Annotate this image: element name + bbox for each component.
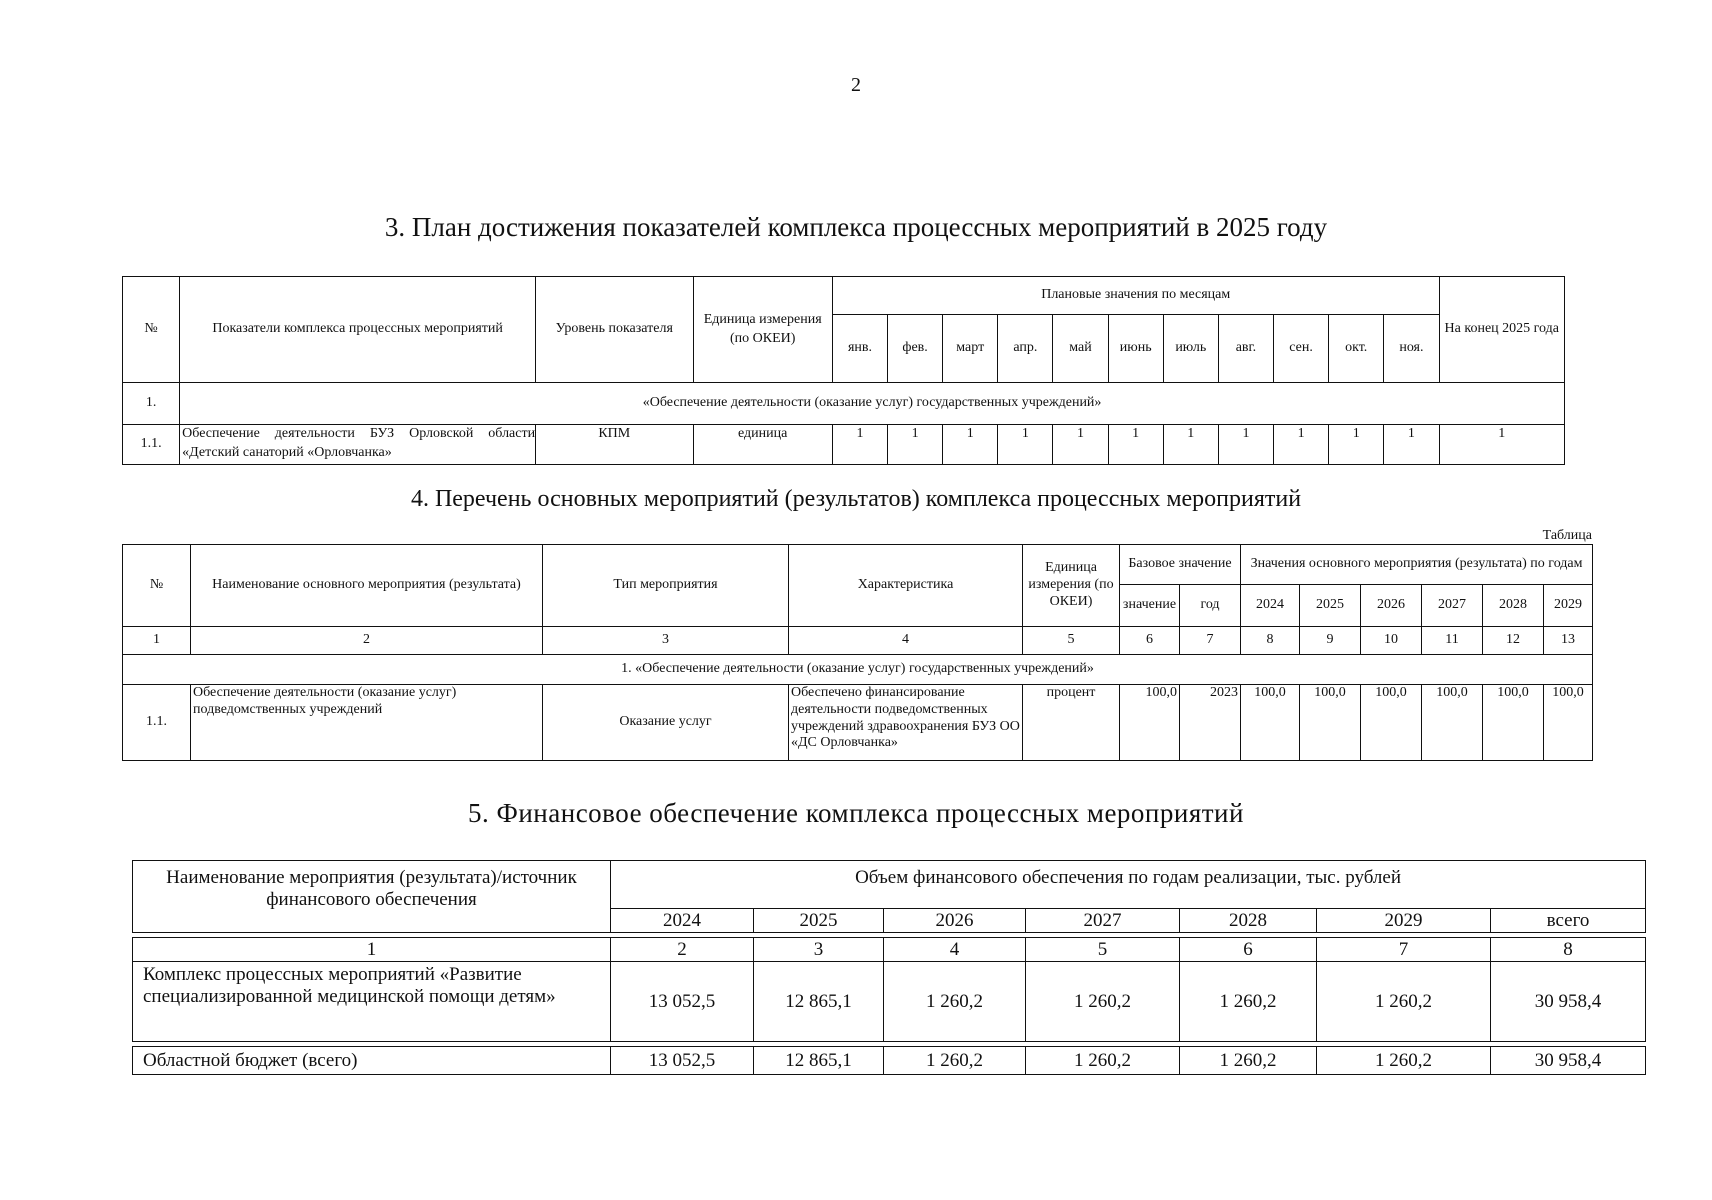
col-number: 3 [543,627,789,655]
header-year: 2025 [754,909,884,933]
header-base: Базовое значение [1120,545,1241,585]
header-volume: Объем финансового обеспечения по годам реализации, тыс. рублей [611,861,1646,909]
month-header: авг. [1218,315,1273,383]
header-year: 2029 [1544,585,1593,627]
header-num: № [123,545,191,627]
row-month-value: 1 [1053,425,1108,465]
header-year: 2027 [1026,909,1180,933]
col-number: 1 [133,938,611,962]
row-value: 1 260,2 [1026,1047,1180,1075]
row-program-name: Комплекс процессных мероприятий «Развитие специализированной медицинской помощи детям» [133,962,611,1042]
header-base-year: год [1180,585,1241,627]
row-unit: процент [1023,685,1120,761]
section5-table [132,860,1646,1075]
header-unit: Единица измерения (по ОКЕИ) [693,277,832,383]
header-year: 2028 [1180,909,1317,933]
col-number: 13 [1544,627,1593,655]
group-row-title: «Обеспечение деятельности (оказание услуг) государственных учреждений» [180,383,1565,425]
col-number: 9 [1300,627,1361,655]
section5-title: 5. Финансовое обеспечение комплекса процессных мероприятий [468,798,1244,828]
row-value: 12 865,1 [754,962,884,1042]
row-month-value: 1 [1108,425,1163,465]
header-total: всего [1491,909,1646,933]
row-year-value: 100,0 [1544,685,1593,761]
col-number: 2 [191,627,543,655]
month-header: июль [1163,315,1218,383]
section3-table [122,276,1565,465]
month-header: окт. [1329,315,1384,383]
header-name: Наименование мероприятия (результата)/источник финансового обеспечения [133,861,611,933]
header-name: Наименование основного мероприятия (результата) [191,545,543,627]
header-num: № [123,277,180,383]
month-header: ноя. [1384,315,1439,383]
row-value: 13 052,5 [611,962,754,1042]
col-number: 3 [754,938,884,962]
row-indicator-name: Обеспечение деятельности БУЗ Орловской области «Детский санаторий «Орловчанка» [180,425,536,465]
header-year: 2026 [884,909,1026,933]
group-row: 1. «Обеспечение деятельности (оказание услуг) государственных учреждений» [123,655,1593,685]
table-label: Таблица [1542,528,1592,543]
row-type: Оказание услуг [543,685,789,761]
row-year-value: 100,0 [1483,685,1544,761]
row-value: 13 052,5 [611,1047,754,1075]
month-header: апр. [998,315,1053,383]
row-value: 1 260,2 [1317,962,1491,1042]
row-name: Обеспечение деятельности (оказание услуг) подведомственных учреждений [191,685,543,761]
month-header: фев. [888,315,943,383]
row-value: 1 260,2 [1026,962,1180,1042]
section4-title: 4. Перечень основных мероприятий (результатов) комплекса процессных мероприятий [410,486,1302,512]
row-month-value: 1 [1274,425,1329,465]
col-number: 10 [1361,627,1422,655]
row-month-value: 1 [1163,425,1218,465]
header-year: 2029 [1317,909,1491,933]
col-number: 6 [1180,938,1317,962]
section4-table [122,544,1593,761]
row-budget-name: Областной бюджет (всего) [133,1047,611,1075]
row-year-value: 100,0 [1241,685,1300,761]
header-year: 2026 [1361,585,1422,627]
row-value: 1 260,2 [884,1047,1026,1075]
month-header: янв. [832,315,887,383]
row-month-value: 1 [1218,425,1273,465]
col-number: 6 [1120,627,1180,655]
header-end: На конец 2025 года [1439,277,1564,383]
row-num: 1.1. [123,425,180,465]
header-unit: Единица измерения (по ОКЕИ) [1023,545,1120,627]
col-number: 4 [789,627,1023,655]
row-unit: единица [693,425,832,465]
row-base-value: 100,0 [1120,685,1180,761]
row-year-value: 100,0 [1300,685,1361,761]
header-year: 2028 [1483,585,1544,627]
col-number: 7 [1180,627,1241,655]
col-number: 5 [1023,627,1120,655]
col-number: 5 [1026,938,1180,962]
header-plan: Плановые значения по месяцам [832,277,1439,315]
row-value: 12 865,1 [754,1047,884,1075]
header-year: 2025 [1300,585,1361,627]
col-number: 11 [1422,627,1483,655]
page-number: 2 [851,74,861,96]
header-type: Тип мероприятия [543,545,789,627]
col-number: 8 [1241,627,1300,655]
col-number: 8 [1491,938,1646,962]
row-month-value: 1 [998,425,1053,465]
row-value: 1 260,2 [1180,962,1317,1042]
col-number: 1 [123,627,191,655]
header-characteristic: Характеристика [789,545,1023,627]
row-month-value: 1 [888,425,943,465]
row-value: 1 260,2 [1317,1047,1491,1075]
section3-title: 3. План достижения показателей комплекса процессных мероприятий в 2025 году [384,212,1328,242]
row-level: КПМ [536,425,693,465]
month-header: май [1053,315,1108,383]
row-year-value: 100,0 [1422,685,1483,761]
row-base-year: 2023 [1180,685,1241,761]
row-end-value: 1 [1439,425,1564,465]
header-year: 2024 [1241,585,1300,627]
header-values: Значения основного мероприятия (результата) по годам [1241,545,1593,585]
header-base-value: значение [1120,585,1180,627]
header-year: 2027 [1422,585,1483,627]
month-header: сен. [1274,315,1329,383]
col-number: 4 [884,938,1026,962]
month-header: июнь [1108,315,1163,383]
row-month-value: 1 [1329,425,1384,465]
row-total: 30 958,4 [1491,1047,1646,1075]
row-value: 1 260,2 [884,962,1026,1042]
row-month-value: 1 [832,425,887,465]
col-number: 2 [611,938,754,962]
header-level: Уровень показателя [536,277,693,383]
row-characteristic: Обеспечено финансирование деятельности подведомственных учреждений здравоохранения БУЗ ОО «ДС Орловчанка» [789,685,1023,761]
col-number: 12 [1483,627,1544,655]
header-year: 2024 [611,909,754,933]
group-row-num: 1. [123,383,180,425]
col-number: 7 [1317,938,1491,962]
row-total: 30 958,4 [1491,962,1646,1042]
row-value: 1 260,2 [1180,1047,1317,1075]
row-num: 1.1. [123,685,191,761]
row-year-value: 100,0 [1361,685,1422,761]
month-header: март [943,315,998,383]
row-month-value: 1 [943,425,998,465]
header-indicator: Показатели комплекса процессных мероприятий [180,277,536,383]
row-month-value: 1 [1384,425,1439,465]
